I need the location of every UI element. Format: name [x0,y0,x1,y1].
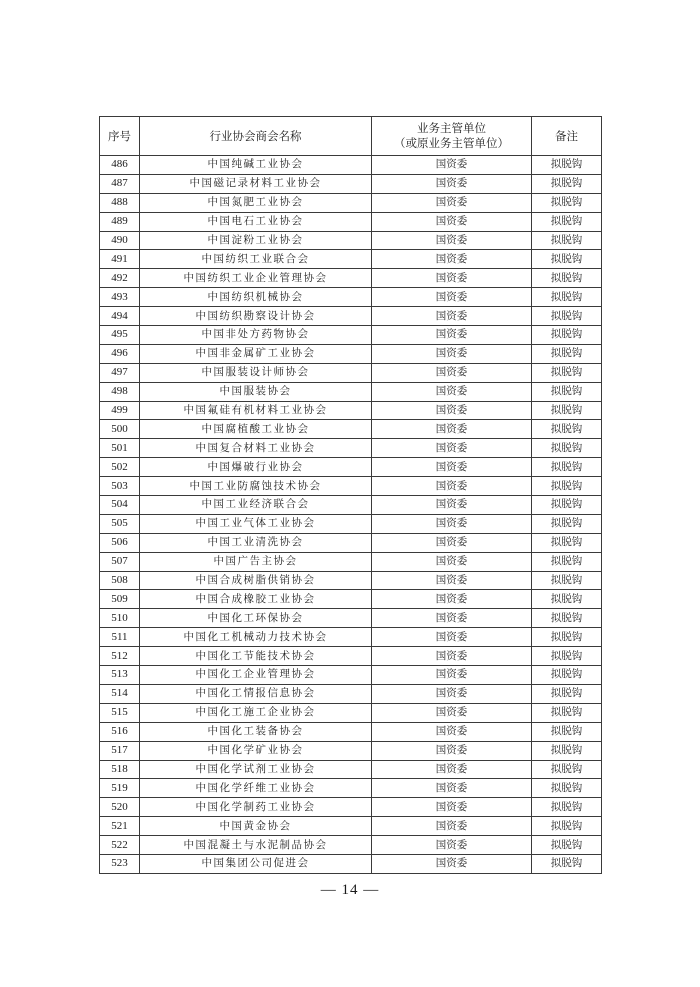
header-remarks: 备注 [532,117,602,156]
row-serial-number: 492 [100,269,140,288]
row-remarks: 拟脱钩 [532,401,602,420]
row-supervising-unit: 国资委 [372,609,532,628]
row-association-name: 中国非金属矿工业协会 [140,344,372,363]
row-supervising-unit: 国资委 [372,514,532,533]
row-serial-number: 510 [100,609,140,628]
table-row [100,571,602,590]
row-supervising-unit: 国资委 [372,439,532,458]
table-row [100,477,602,496]
row-association-name: 中国工业经济联合会 [140,496,372,515]
row-serial-number: 494 [100,307,140,326]
row-association-name: 中国电石工业协会 [140,212,372,231]
row-remarks: 拟脱钩 [532,231,602,250]
row-supervising-unit: 国资委 [372,760,532,779]
row-association-name: 中国混凝土与水泥制品协会 [140,836,372,855]
row-supervising-unit: 国资委 [372,156,532,175]
row-association-name: 中国化工机械动力技术协会 [140,628,372,647]
row-serial-number: 520 [100,798,140,817]
row-remarks: 拟脱钩 [532,779,602,798]
table-row [100,514,602,533]
table-row [100,193,602,212]
row-supervising-unit: 国资委 [372,684,532,703]
row-serial-number: 517 [100,741,140,760]
table-row [100,156,602,175]
row-remarks: 拟脱钩 [532,590,602,609]
row-supervising-unit: 国资委 [372,647,532,666]
row-association-name: 中国化工装备协会 [140,722,372,741]
row-serial-number: 511 [100,628,140,647]
row-remarks: 拟脱钩 [532,571,602,590]
table-row [100,401,602,420]
row-supervising-unit: 国资委 [372,250,532,269]
row-supervising-unit: 国资委 [372,269,532,288]
row-serial-number: 493 [100,288,140,307]
row-association-name: 中国化学试剂工业协会 [140,760,372,779]
row-supervising-unit: 国资委 [372,571,532,590]
row-supervising-unit: 国资委 [372,193,532,212]
row-serial-number: 495 [100,326,140,345]
row-association-name: 中国合成树脂供销协会 [140,571,372,590]
row-remarks: 拟脱钩 [532,741,602,760]
row-remarks: 拟脱钩 [532,288,602,307]
row-supervising-unit: 国资委 [372,628,532,647]
table-header [100,117,602,156]
row-serial-number: 486 [100,156,140,175]
row-remarks: 拟脱钩 [532,250,602,269]
row-serial-number: 496 [100,344,140,363]
row-serial-number: 514 [100,684,140,703]
row-supervising-unit: 国资委 [372,552,532,571]
row-supervising-unit: 国资委 [372,231,532,250]
row-supervising-unit: 国资委 [372,174,532,193]
row-serial-number: 490 [100,231,140,250]
row-association-name: 中国黄金协会 [140,817,372,836]
row-remarks: 拟脱钩 [532,458,602,477]
table-row [100,458,602,477]
row-association-name: 中国非处方药物协会 [140,326,372,345]
row-association-name: 中国广告主协会 [140,552,372,571]
table-row [100,174,602,193]
table-row [100,363,602,382]
row-serial-number: 515 [100,703,140,722]
row-serial-number: 489 [100,212,140,231]
row-serial-number: 488 [100,193,140,212]
row-association-name: 中国化工情报信息协会 [140,684,372,703]
header-row [100,117,602,156]
table-row [100,420,602,439]
table-row [100,609,602,628]
row-remarks: 拟脱钩 [532,326,602,345]
row-remarks: 拟脱钩 [532,382,602,401]
row-association-name: 中国化学制药工业协会 [140,798,372,817]
row-association-name: 中国化学矿业协会 [140,741,372,760]
row-serial-number: 508 [100,571,140,590]
table-row [100,439,602,458]
row-supervising-unit: 国资委 [372,496,532,515]
table-row [100,533,602,552]
association-table [99,116,602,874]
row-remarks: 拟脱钩 [532,703,602,722]
row-association-name: 中国氮肥工业协会 [140,193,372,212]
row-supervising-unit: 国资委 [372,533,532,552]
row-remarks: 拟脱钩 [532,684,602,703]
row-remarks: 拟脱钩 [532,552,602,571]
row-association-name: 中国服装协会 [140,382,372,401]
row-remarks: 拟脱钩 [532,854,602,873]
row-remarks: 拟脱钩 [532,269,602,288]
row-supervising-unit: 国资委 [372,458,532,477]
row-remarks: 拟脱钩 [532,817,602,836]
row-association-name: 中国磁记录材料工业协会 [140,174,372,193]
table-row [100,836,602,855]
row-remarks: 拟脱钩 [532,212,602,231]
table-row [100,552,602,571]
row-serial-number: 501 [100,439,140,458]
table-row [100,854,602,873]
row-remarks: 拟脱钩 [532,420,602,439]
page-number: — 14 — [320,882,380,898]
row-remarks: 拟脱钩 [532,514,602,533]
header-supervising-unit-line1: 业务主管单位 [417,121,486,135]
row-supervising-unit: 国资委 [372,798,532,817]
row-supervising-unit: 国资委 [372,836,532,855]
row-association-name: 中国化工施工企业协会 [140,703,372,722]
table-row [100,798,602,817]
table-row [100,590,602,609]
row-remarks: 拟脱钩 [532,193,602,212]
row-remarks: 拟脱钩 [532,760,602,779]
row-serial-number: 498 [100,382,140,401]
row-supervising-unit: 国资委 [372,779,532,798]
row-association-name: 中国纯碱工业协会 [140,156,372,175]
row-association-name: 中国纺织勘察设计协会 [140,307,372,326]
row-remarks: 拟脱钩 [532,647,602,666]
table-row [100,344,602,363]
row-serial-number: 519 [100,779,140,798]
row-association-name: 中国爆破行业协会 [140,458,372,477]
row-serial-number: 506 [100,533,140,552]
row-serial-number: 512 [100,647,140,666]
table-row [100,703,602,722]
header-supervising-unit-line2: （或原业务主管单位） [394,136,509,150]
table-row [100,250,602,269]
row-association-name: 中国合成橡胶工业协会 [140,590,372,609]
row-supervising-unit: 国资委 [372,326,532,345]
row-serial-number: 499 [100,401,140,420]
row-remarks: 拟脱钩 [532,363,602,382]
row-association-name: 中国氟硅有机材料工业协会 [140,401,372,420]
row-serial-number: 503 [100,477,140,496]
row-association-name: 中国工业清洗协会 [140,533,372,552]
row-supervising-unit: 国资委 [372,590,532,609]
row-remarks: 拟脱钩 [532,439,602,458]
row-supervising-unit: 国资委 [372,344,532,363]
row-remarks: 拟脱钩 [532,174,602,193]
table-row [100,647,602,666]
row-association-name: 中国纺织机械协会 [140,288,372,307]
row-remarks: 拟脱钩 [532,628,602,647]
row-serial-number: 507 [100,552,140,571]
row-association-name: 中国淀粉工业协会 [140,231,372,250]
row-association-name: 中国化学纤维工业协会 [140,779,372,798]
row-supervising-unit: 国资委 [372,401,532,420]
row-association-name: 中国纺织工业联合会 [140,250,372,269]
row-supervising-unit: 国资委 [372,382,532,401]
row-serial-number: 504 [100,496,140,515]
table-row [100,382,602,401]
row-serial-number: 500 [100,420,140,439]
table-row [100,741,602,760]
row-remarks: 拟脱钩 [532,609,602,628]
row-association-name: 中国集团公司促进会 [140,854,372,873]
row-serial-number: 521 [100,817,140,836]
table-row [100,779,602,798]
row-serial-number: 516 [100,722,140,741]
table-row [100,722,602,741]
row-supervising-unit: 国资委 [372,307,532,326]
row-remarks: 拟脱钩 [532,307,602,326]
row-remarks: 拟脱钩 [532,156,602,175]
table-row [100,684,602,703]
row-supervising-unit: 国资委 [372,288,532,307]
row-supervising-unit: 国资委 [372,477,532,496]
row-serial-number: 509 [100,590,140,609]
table-row [100,269,602,288]
row-serial-number: 513 [100,666,140,685]
table-row [100,307,602,326]
row-association-name: 中国服装设计师协会 [140,363,372,382]
row-remarks: 拟脱钩 [532,344,602,363]
header-supervising-unit [372,117,532,156]
row-remarks: 拟脱钩 [532,722,602,741]
row-supervising-unit: 国资委 [372,817,532,836]
header-association-name: 行业协会商会名称 [140,117,372,156]
row-association-name: 中国化工节能技术协会 [140,647,372,666]
row-remarks: 拟脱钩 [532,496,602,515]
row-serial-number: 518 [100,760,140,779]
table-row [100,231,602,250]
row-association-name: 中国化工企业管理协会 [140,666,372,685]
row-serial-number: 491 [100,250,140,269]
row-serial-number: 505 [100,514,140,533]
table-row [100,628,602,647]
row-supervising-unit: 国资委 [372,703,532,722]
row-association-name: 中国工业气体工业协会 [140,514,372,533]
row-remarks: 拟脱钩 [532,533,602,552]
row-serial-number: 502 [100,458,140,477]
row-association-name: 中国腐植酸工业协会 [140,420,372,439]
row-supervising-unit: 国资委 [372,420,532,439]
header-serial-number: 序号 [100,117,140,156]
row-association-name: 中国化工环保协会 [140,609,372,628]
table-row [100,666,602,685]
row-serial-number: 497 [100,363,140,382]
table-row [100,496,602,515]
row-remarks: 拟脱钩 [532,836,602,855]
row-supervising-unit: 国资委 [372,854,532,873]
table-row [100,817,602,836]
row-serial-number: 487 [100,174,140,193]
row-serial-number: 523 [100,854,140,873]
row-supervising-unit: 国资委 [372,722,532,741]
table-row [100,326,602,345]
row-remarks: 拟脱钩 [532,798,602,817]
table-row [100,212,602,231]
row-association-name: 中国复合材料工业协会 [140,439,372,458]
row-supervising-unit: 国资委 [372,212,532,231]
table-row [100,288,602,307]
row-association-name: 中国工业防腐蚀技术协会 [140,477,372,496]
row-serial-number: 522 [100,836,140,855]
row-supervising-unit: 国资委 [372,666,532,685]
table-row [100,760,602,779]
table-body [100,156,602,874]
row-remarks: 拟脱钩 [532,666,602,685]
row-association-name: 中国纺织工业企业管理协会 [140,269,372,288]
row-remarks: 拟脱钩 [532,477,602,496]
row-supervising-unit: 国资委 [372,741,532,760]
row-supervising-unit: 国资委 [372,363,532,382]
